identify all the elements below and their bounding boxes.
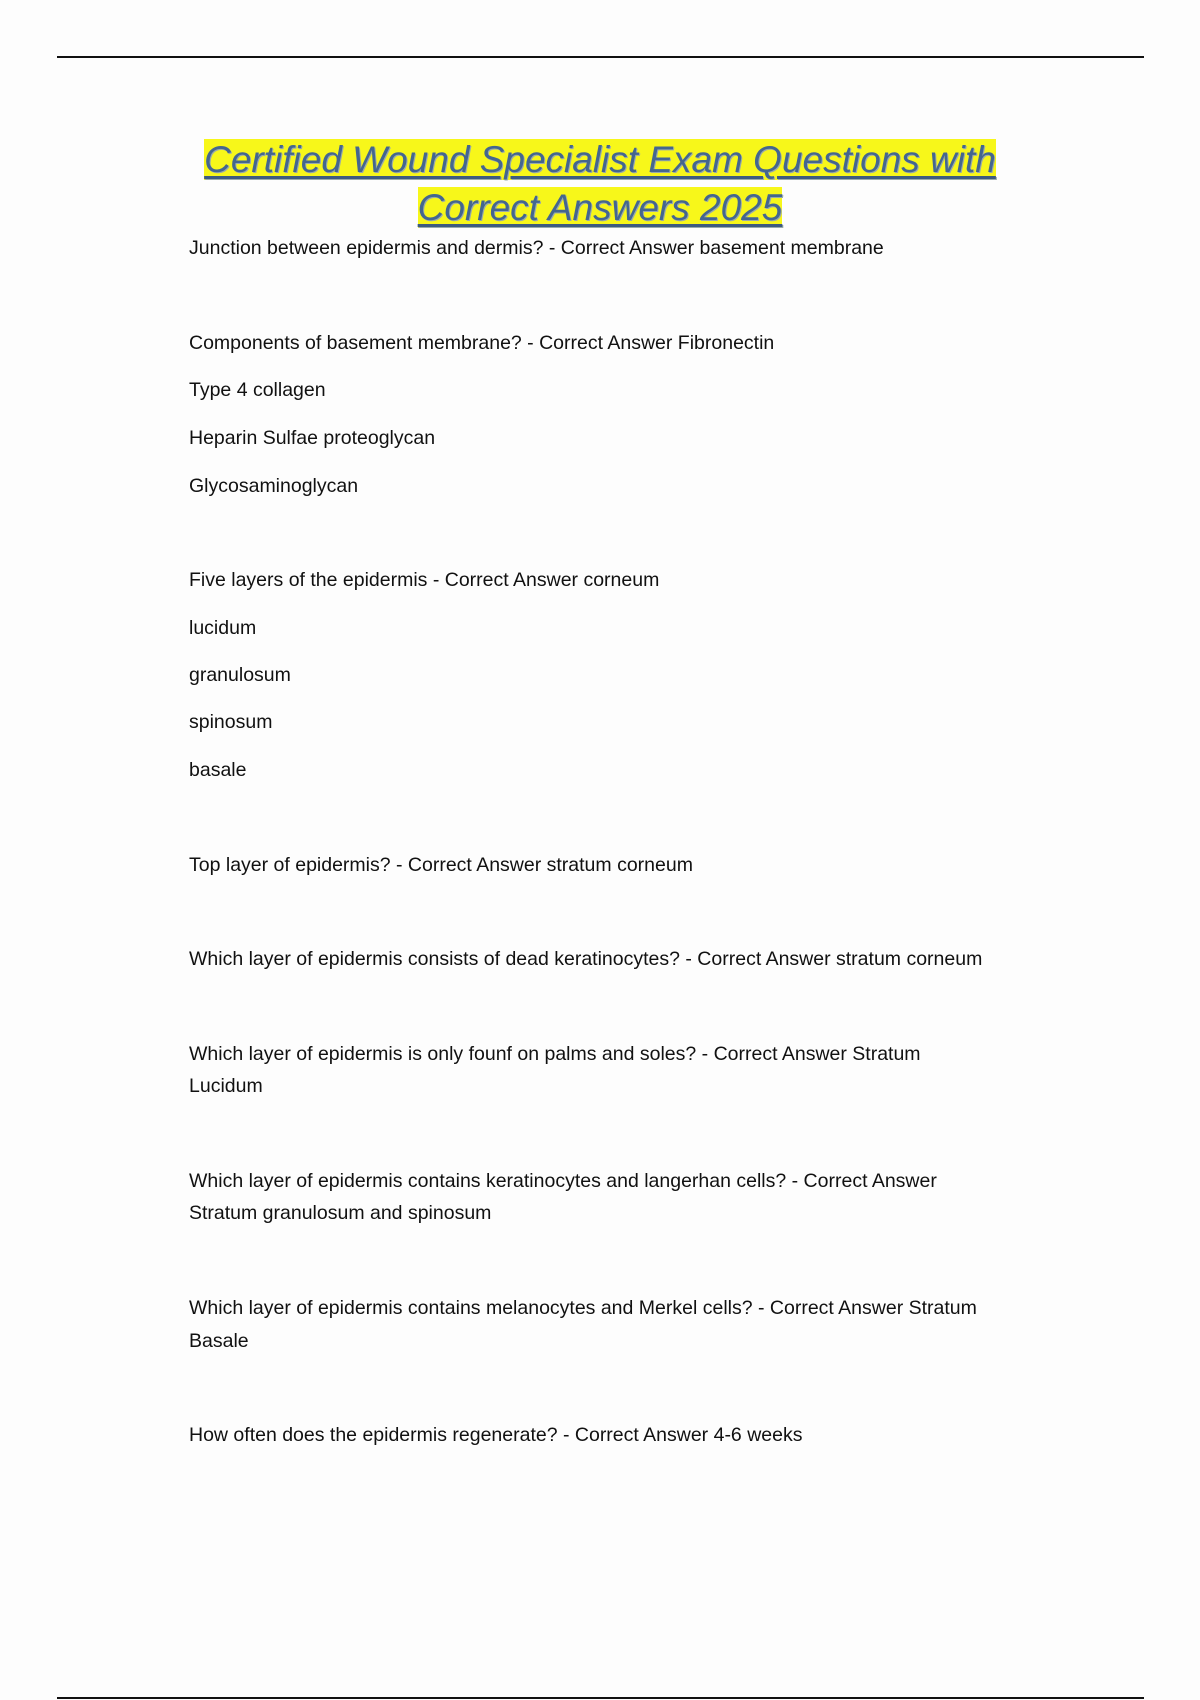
text-line: Stratum granulosum and spinosum — [189, 1202, 492, 1224]
text-line: Components of basement membrane? - Correct Answer Fibronectin — [189, 332, 775, 354]
header-rule — [57, 56, 1144, 58]
text-line: Type 4 collagen — [189, 379, 326, 401]
text-line: Lucidum — [189, 1075, 263, 1097]
title-line-1: Certified Wound Specialist Exam Questions with — [204, 139, 996, 180]
text-line: Which layer of epidermis consists of dead keratinocytes? - Correct Answer stratum corneum — [189, 948, 983, 970]
text-line: Which layer of epidermis contains melanocytes and Merkel cells? - Correct Answer Stratum — [189, 1297, 977, 1319]
text-line: Which layer of epidermis is only founf on palms and soles? - Correct Answer Stratum — [189, 1043, 921, 1065]
text-line: granulosum — [189, 664, 291, 686]
text-line: Junction between epidermis and dermis? - Correct Answer basement membrane — [189, 237, 884, 259]
text-line: Glycosaminoglycan — [189, 475, 359, 497]
text-line: Which layer of epidermis contains keratinocytes and langerhan cells? - Correct Answer — [189, 1170, 937, 1192]
text-line: How often does the epidermis regenerate? - Correct Answer 4-6 weeks — [189, 1424, 803, 1446]
document-title-cont — [0, 184, 1200, 232]
text-line: Heparin Sulfae proteoglycan — [189, 427, 436, 449]
title-line-2: Correct Answers 2025 — [417, 187, 783, 228]
text-line: lucidum — [189, 617, 257, 639]
text-line: Five layers of the epidermis - Correct Answer corneum — [189, 569, 660, 591]
document-title — [0, 136, 1200, 184]
text-line: Basale — [189, 1330, 249, 1352]
text-line: basale — [189, 759, 247, 781]
text-line: Top layer of epidermis? - Correct Answer stratum corneum — [189, 854, 693, 876]
text-line: spinosum — [189, 711, 273, 733]
footer-rule — [57, 1697, 1144, 1699]
